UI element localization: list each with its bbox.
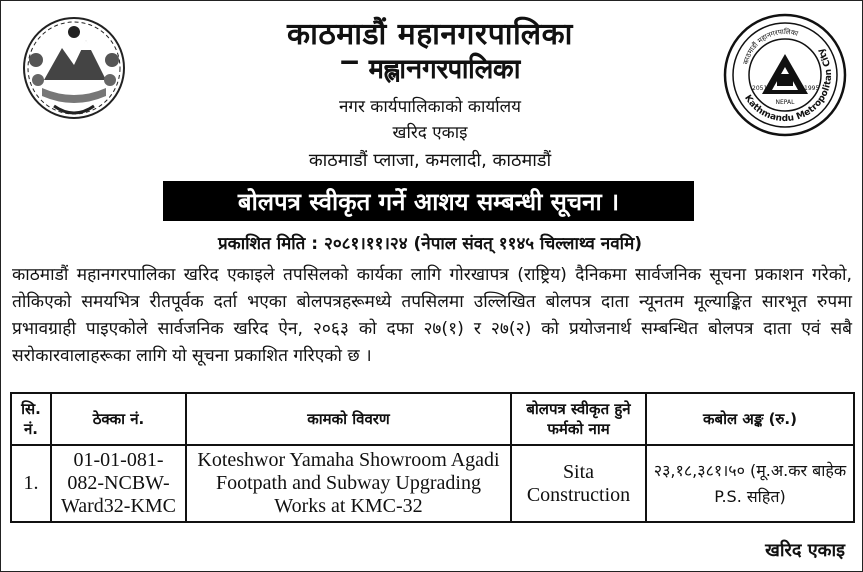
kmc-seal-logo (722, 12, 848, 138)
municipality-title: काठमाडौं महानगरपालिका (287, 17, 573, 52)
unit-name: खरिद एकाइ (392, 123, 468, 143)
seal-year-right: 1995 (804, 85, 820, 92)
cell-contract-no: 01-01-081-082-NCBW-Ward32-KMC (51, 445, 186, 522)
award-table (10, 392, 855, 523)
header-work-description: कामको विवरण (186, 393, 511, 445)
cell-bidder: Sita Construction (511, 445, 646, 522)
published-date: प्रकाशित मिति : २०८१।११।२४ (नेपाल संवत् ११४५ चिल्लाथ्व नवमि) (217, 234, 642, 254)
header-contract-no: ठेक्का नं. (51, 393, 186, 445)
notice-title-banner: बोलपत्र स्वीकृत गर्ने आशय सम्बन्धी सूचना । (163, 181, 694, 221)
footer-signature: खरिद एकाइ (765, 540, 845, 561)
header-bidder: बोलपत्र स्वीकृत हुने फर्मको नाम (511, 393, 646, 445)
table-header-row (11, 393, 854, 445)
cell-work-description: Koteshwor Yamaha Showroom Agadi Footpath and Subway Upgrading Works at KMC-32 (186, 445, 511, 522)
seal-ring-text: Kathmandu Metropolitan City (742, 46, 835, 125)
nepal-emblem-logo (14, 10, 134, 130)
header-amount: कबोल अङ्क (रु.) (646, 393, 854, 445)
office-name: नगर कार्यपालिकाको कार्यालय (338, 97, 522, 117)
office-address: काठमाडौं प्लाजा, कमलादी, काठमाडौं (308, 150, 552, 171)
seal-top-text: काठमाडौं महानगरपालिका (741, 27, 799, 66)
header-sn: सि. नं. (11, 393, 51, 445)
cell-amount: २३,१८,३८१।५० (मू.अ.कर बाहेक P.S. सहित) (646, 445, 854, 522)
seal-year-left: 2051 (752, 85, 768, 92)
seal-bottom-text: NEPAL (775, 99, 795, 106)
municipality-title-newari: ꣻ मह्लानगरपालिका (339, 52, 521, 85)
cell-sn: 1. (11, 445, 51, 522)
table-row (11, 445, 854, 522)
notice-body: काठमाडौं महानगरपालिका खरिद एकाइले तपसिलको कार्यका लागि गोरखापत्र (राष्ट्रिय) दैनिकमा सार्वजनिक सूचना प्रकाशन गरेको, तोकिएको समयभित्र रीतपूर्वक दर्ता भएका बोलपत्रहरूमध्ये तपसिलमा उल्लिखित बोलपत्र दाता न्यूनतम मूल्याङ्कित सारभूत रुपमा प्रभावग्राही पाइएकोले सार्वजनिक खरिद ऐन, २०६३ को दफा २७(१) र २७(२) को प्रयोजनार्थ सम्बन्धित बोलपत्र दाता एवं सबै सरोकारवालाहरूका लागि यो सूचना प्रकाशित गरिएको छ । (12, 265, 852, 366)
